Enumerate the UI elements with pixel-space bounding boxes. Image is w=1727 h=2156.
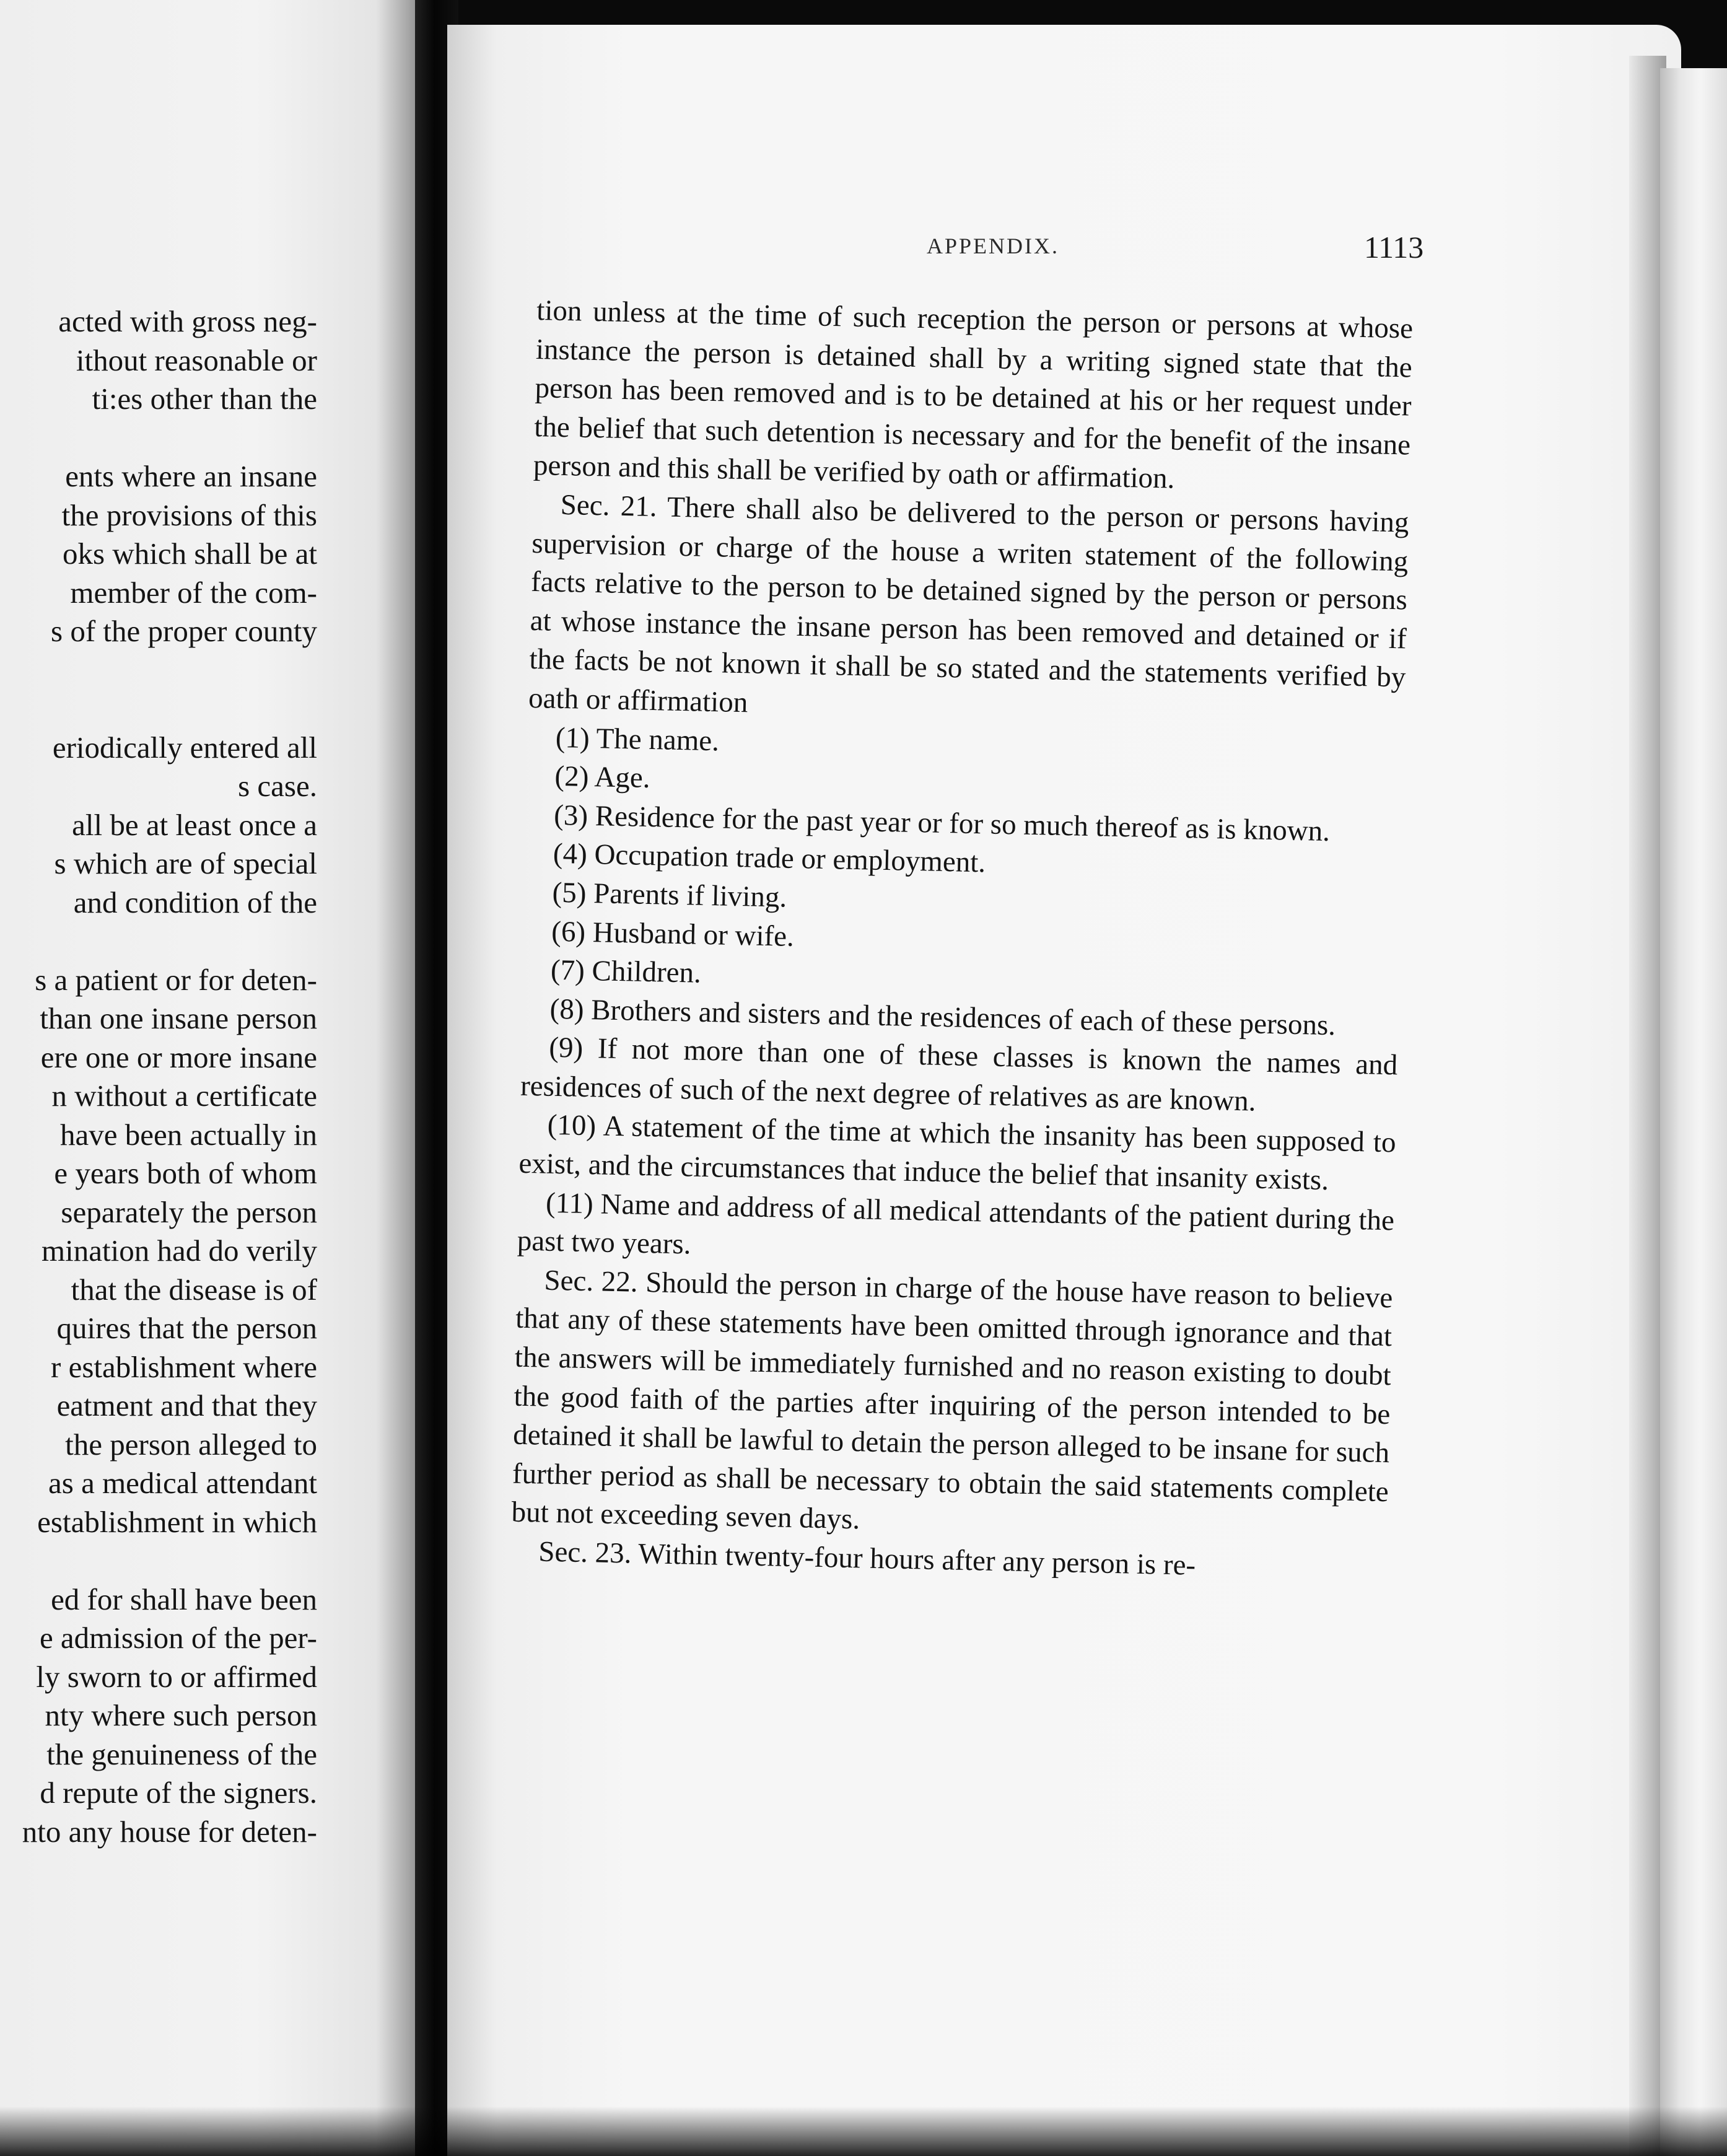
bottom-shadow: [0, 2106, 1727, 2156]
left-page-line: quires that the person: [56, 1311, 317, 1345]
body-paragraph: (11) Name and address of all medical attendants of the patient during the past two years.: [517, 1186, 1395, 1261]
page-body: [510, 291, 1414, 1589]
left-page-line: e years both of whom: [54, 1156, 317, 1190]
body-paragraph: (7) Children.: [550, 953, 702, 989]
body-paragraph: (10) A statement of the time at which the insanity has been supposed to exist, and the circumstances that induce the belief that insanity exists.: [518, 1109, 1397, 1197]
left-page-line: eatment and that they: [56, 1388, 317, 1422]
body-paragraph: (3) Residence for the past year or for so much thereof as is known.: [553, 799, 1331, 848]
left-page-line: s of the proper county: [51, 614, 317, 648]
left-page-line: nty where such person: [45, 1698, 317, 1732]
left-page-line: than one insane person: [40, 1001, 317, 1035]
left-page-line: acted with gross neg-: [58, 304, 317, 338]
body-paragraph: (8) Brothers and sisters and the residences of each of these persons.: [549, 993, 1336, 1041]
body-paragraph: (4) Occupation trade or employment.: [553, 838, 986, 879]
left-page-line: n without a certificate: [51, 1079, 317, 1113]
left-page-line: member of the com-: [70, 575, 317, 610]
left-page-line: ents where an insane: [65, 459, 317, 493]
running-head: APPENDIX.: [927, 234, 1060, 258]
left-page-line: the provisions of this: [61, 497, 317, 532]
body-paragraph: Sec. 22. Should the person in charge of the house have reason to believe that any of these statements have been omitted through ignorance and that the answers will be immediately furnished and no reason existing to doubt the good faith of the parties after inquiring of the person intended to be detained it shall be lawful to detain the person alleged to be insane for such further period as shall be necessary to obtain the said statements complete but not exceeding seven days.: [511, 1264, 1393, 1536]
left-page-line: s a patient or for deten-: [35, 962, 317, 997]
body-paragraph: (5) Parents if living.: [552, 876, 787, 914]
left-page-line: ed for shall have been: [51, 1582, 317, 1616]
left-page-line: separately the person: [61, 1194, 317, 1229]
left-page-line: ithout reasonable or: [76, 343, 317, 377]
left-page-line: have been actually in: [60, 1117, 317, 1152]
page-edge: [1660, 68, 1727, 2156]
left-page-line: mination had do verily: [42, 1234, 317, 1268]
body-paragraph: (2) Age.: [554, 760, 651, 795]
left-page-line: ly sworn to or affirmed: [36, 1659, 317, 1694]
left-page-line: as a medical attendant: [48, 1466, 317, 1500]
left-page-line: e admission of the per-: [39, 1621, 317, 1655]
left-page-line: eriodically entered all: [52, 730, 317, 765]
right-page: [447, 25, 1681, 2156]
body-paragraph: Sec. 23. Within twenty-four hours after any person is re-: [538, 1535, 1196, 1582]
body-paragraph: tion unless at the time of such reception the person or persons at whose instance the person is detained shall by a writing signed state that the person has been removed and is to be detained at his or her request under the belief that such detention is necessary and for the benefit of the insane person and this shall be verified by oath or affirmation.: [533, 294, 1414, 495]
left-page-line: oks which shall be at: [63, 537, 317, 571]
left-page-line: that the disease is of: [71, 1272, 317, 1307]
left-page-line: d repute of the signers.: [40, 1776, 317, 1810]
left-page-line: s which are of special: [54, 846, 317, 880]
body-paragraph: Sec. 21. There shall also be delivered to the person or persons having supervision or charge of the house a writen statement of the following facts relative to the person to be detained signed by the person or persons at whose instance the insane person has been removed and detained or if the facts be not known it shall be so stated and the statements verified by oath or affirmation: [528, 488, 1410, 719]
page-number: 1113: [1364, 230, 1424, 265]
body-paragraph: (6) Husband or wife.: [551, 915, 795, 953]
left-page-line: the genuineness of the: [46, 1737, 317, 1771]
left-page-line: the person alleged to: [65, 1427, 317, 1461]
left-page-line: r establishment where: [51, 1349, 317, 1384]
body-paragraph: (9) If not more than one of these classes is known the names and residences of such of the next degree of relatives as are known.: [520, 1031, 1398, 1118]
left-page-line: and condition of the: [73, 885, 317, 919]
left-page-line: s case.: [238, 769, 317, 803]
left-page-line: all be at least once a: [72, 807, 317, 842]
left-page-line: establishment in which: [37, 1504, 317, 1539]
left-page-line: nto any house for deten-: [22, 1814, 317, 1849]
left-page: [0, 0, 427, 2156]
left-page-line: ti:es other than the: [92, 382, 317, 416]
body-paragraph: (1) The name.: [555, 721, 720, 757]
left-page-line: ere one or more insane: [40, 1040, 317, 1074]
